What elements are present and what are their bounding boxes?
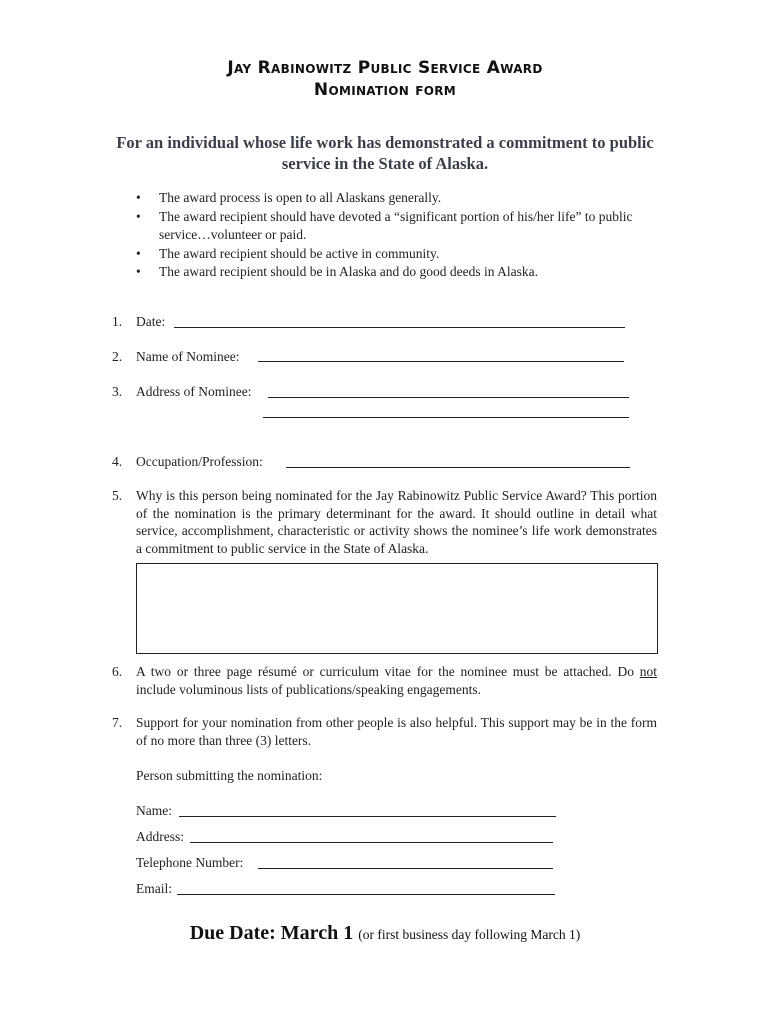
date-label: Date: bbox=[136, 314, 166, 329]
submitter-name-field-line[interactable] bbox=[179, 816, 556, 817]
submitter-phone-field-line[interactable] bbox=[258, 868, 553, 869]
nominee-address-field-line-1[interactable] bbox=[268, 397, 629, 398]
submitter-phone-label: Telephone Number: bbox=[136, 855, 244, 870]
form-subtitle: For an individual whose life work has demonstrated a commitment to public service in the State of Alaska. bbox=[116, 133, 654, 173]
question-support-text: Support for your nomination from other people is also helpful. This support may be in the form of no more than three (3) letters. bbox=[136, 715, 657, 748]
bullet-item: • The award process is open to all Alaskans generally. bbox=[133, 189, 673, 208]
question-why-text: Why is this person being nominated for the Jay Rabinowitz Public Service Award? This portion of the nomination is the primary determinant for the award. It should outline in detail what service, accomplishment, characteristic or activity shows the nominee’s life work demonstrates a commitment to public service in the State of Alaska. bbox=[136, 488, 657, 556]
bullet-icon: • bbox=[136, 264, 141, 279]
occupation-label: Occupation/Profession: bbox=[136, 454, 263, 469]
bullet-item: • The award recipient should be active in community. bbox=[133, 245, 673, 264]
nominee-address-field-line-2[interactable] bbox=[263, 417, 629, 418]
bullet-item: • The award recipient should be in Alaska and do good deeds in Alaska. bbox=[133, 263, 673, 282]
occupation-field-line[interactable] bbox=[286, 467, 630, 468]
form-title-line2: Nomination form bbox=[313, 80, 457, 100]
submitter-email-label: Email: bbox=[136, 881, 172, 896]
bullet-icon: • bbox=[136, 190, 141, 205]
eligibility-bullets bbox=[133, 189, 673, 282]
emphasis-not: not bbox=[639, 664, 657, 679]
due-date-label: Due Date: March 1 bbox=[189, 922, 354, 944]
question-resume-text: A two or three page résumé or curriculum vitae for the nominee must be attached. Do not include voluminous lists of publications/speaking engagements. bbox=[136, 664, 657, 697]
question-number: 4. bbox=[112, 454, 123, 469]
question-number: 1. bbox=[112, 314, 123, 329]
date-field-line[interactable] bbox=[174, 327, 625, 328]
bullet-icon: • bbox=[136, 208, 141, 224]
submitter-name-label: Name: bbox=[136, 803, 172, 818]
due-date-note: (or first business day following March 1) bbox=[358, 927, 581, 942]
nomination-form-page: Jay Rabinowitz Public Service Award Nomination form For an individual whose life work has demonstrated a commitment to public service in the State of Alaska. • The award process is open to all Alaskans generally. • The award recipient should have devoted a “significant portion of his/her life” to public service…volunteer or paid. • The award recipient should be active in community. • The award recipient should be in Alaska and do good deeds in Alaska. 1. Date: 2. Name of Nominee: 3. Address of Nominee: 4. Occupation/Profession: 5. Why is this person being nominated for the Jay Rabinowitz Public Service Award? This portion of the nomination is the primary determinant for the award. It should outline in detail what service, accomplishment, characteristic or activity shows the nominee’s life work demonstrates a commitment to public service in the State of Alaska. 6. A two or three page résumé or curriculum vitae for the nominee must be attached. Do not include voluminous lists of publications/speaking engagements. 7. Support for your nomination from other people is also helpful. This support may be in the form of no more than three (3) letters. Person submitting the nomination: Name: Address: Telephone Number: Email: Due Date: March 1 (or first business day following March 1) bbox=[0, 0, 770, 1024]
question-number: 3. bbox=[112, 384, 123, 399]
nomination-reason-textbox[interactable] bbox=[136, 563, 658, 654]
question-number: 2. bbox=[112, 349, 123, 364]
bullet-item: • The award recipient should have devoted a “significant portion of his/her life” to public service…volunteer or paid. bbox=[136, 208, 633, 242]
bullet-icon: • bbox=[136, 245, 141, 261]
nominee-name-field-line[interactable] bbox=[258, 361, 624, 362]
submitter-address-field-line[interactable] bbox=[190, 842, 553, 843]
submitter-email-field-line[interactable] bbox=[177, 894, 555, 895]
nominee-address-label: Address of Nominee: bbox=[136, 384, 252, 399]
form-title-line1: Jay Rabinowitz Public Service Award bbox=[227, 58, 543, 78]
due-date bbox=[0, 922, 770, 945]
submitter-address-label: Address: bbox=[136, 829, 184, 844]
submitter-heading: Person submitting the nomination: bbox=[136, 768, 323, 783]
nominee-name-label: Name of Nominee: bbox=[136, 349, 240, 364]
